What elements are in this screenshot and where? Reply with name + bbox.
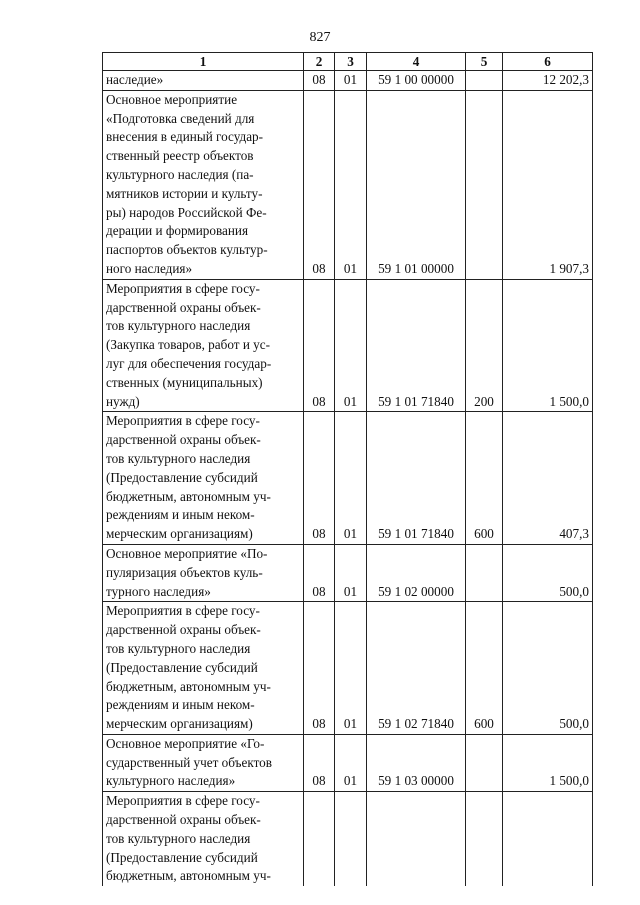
row-amount <box>503 792 593 886</box>
header-col-5: 5 <box>466 53 503 71</box>
table-body <box>103 71 593 887</box>
row-name: Мероприятия в сфере госу- дарственной охраны объек- тов культурного наследия (Предоставление субсидий бюджетным, автономным уч- реждениям и иным неком- мерческим организациям) <box>103 602 304 735</box>
row-name: Основное мероприятие «По- пуляризация объектов куль- турного наследия» <box>103 544 304 601</box>
table-row <box>103 544 593 601</box>
row-section: 08 <box>304 71 335 91</box>
row-expense-type: 200 <box>466 279 503 412</box>
row-subsection: 01 <box>335 71 367 91</box>
table-row <box>103 792 593 886</box>
table-row <box>103 734 593 791</box>
table-row <box>103 602 593 735</box>
row-section: 08 <box>304 279 335 412</box>
row-expense-type <box>466 71 503 91</box>
row-subsection: 01 <box>335 602 367 735</box>
row-name: Мероприятия в сфере госу- дарственной охраны объек- тов культурного наследия (Предоставление субсидий бюджетным, автономным уч- <box>103 792 304 886</box>
row-target-article: 59 1 01 71840 <box>367 279 466 412</box>
row-section: 08 <box>304 602 335 735</box>
row-section: 08 <box>304 734 335 791</box>
row-expense-type <box>466 792 503 886</box>
header-row <box>103 53 593 71</box>
row-target-article: 59 1 00 00000 <box>367 71 466 91</box>
row-section: 08 <box>304 412 335 545</box>
row-subsection: 01 <box>335 544 367 601</box>
table-row <box>103 279 593 412</box>
row-amount: 407,3 <box>503 412 593 545</box>
row-expense-type <box>466 544 503 601</box>
row-name: Основное мероприятие «Подготовка сведений для внесения в единый государ- ственный реестр объектов культурного наследия (па- мятников истории и культу- ры) народов Российской Фе- дерации и формирования паспортов объектов культур- ного наследия» <box>103 90 304 279</box>
row-expense-type <box>466 734 503 791</box>
row-target-article: 59 1 02 00000 <box>367 544 466 601</box>
row-name: наследие» <box>103 71 304 91</box>
page-number: 827 <box>309 30 331 45</box>
row-amount: 1 500,0 <box>503 734 593 791</box>
header-col-4: 4 <box>367 53 466 71</box>
row-section: 08 <box>304 544 335 601</box>
table-row <box>103 90 593 279</box>
table-row <box>103 412 593 545</box>
row-name: Мероприятия в сфере госу- дарственной охраны объек- тов культурного наследия (Закупка товаров, работ и ус- луг для обеспечения государ- ственных (муниципальных) нужд) <box>103 279 304 412</box>
row-amount: 12 202,3 <box>503 71 593 91</box>
table-row <box>103 71 593 91</box>
row-name: Мероприятия в сфере госу- дарственной охраны объек- тов культурного наследия (Предоставление субсидий бюджетным, автономным уч- реждениям и иным неком- мерческим организациям) <box>103 412 304 545</box>
row-subsection: 01 <box>335 279 367 412</box>
row-expense-type: 600 <box>466 602 503 735</box>
row-subsection <box>335 792 367 886</box>
row-target-article: 59 1 01 71840 <box>367 412 466 545</box>
row-expense-type <box>466 90 503 279</box>
header-col-6: 6 <box>503 53 593 71</box>
budget-table <box>102 52 593 886</box>
row-subsection: 01 <box>335 734 367 791</box>
header-col-2: 2 <box>304 53 335 71</box>
row-target-article: 59 1 01 00000 <box>367 90 466 279</box>
row-target-article <box>367 792 466 886</box>
row-section: 08 <box>304 90 335 279</box>
row-target-article: 59 1 03 00000 <box>367 734 466 791</box>
row-amount: 500,0 <box>503 544 593 601</box>
table-header <box>103 53 593 71</box>
row-section <box>304 792 335 886</box>
row-amount: 500,0 <box>503 602 593 735</box>
row-name: Основное мероприятие «Го- сударственный учет объектов культурного наследия» <box>103 734 304 791</box>
row-subsection: 01 <box>335 90 367 279</box>
row-target-article: 59 1 02 71840 <box>367 602 466 735</box>
header-col-1: 1 <box>103 53 304 71</box>
row-expense-type: 600 <box>466 412 503 545</box>
row-amount: 1 500,0 <box>503 279 593 412</box>
row-subsection: 01 <box>335 412 367 545</box>
header-col-3: 3 <box>335 53 367 71</box>
row-amount: 1 907,3 <box>503 90 593 279</box>
